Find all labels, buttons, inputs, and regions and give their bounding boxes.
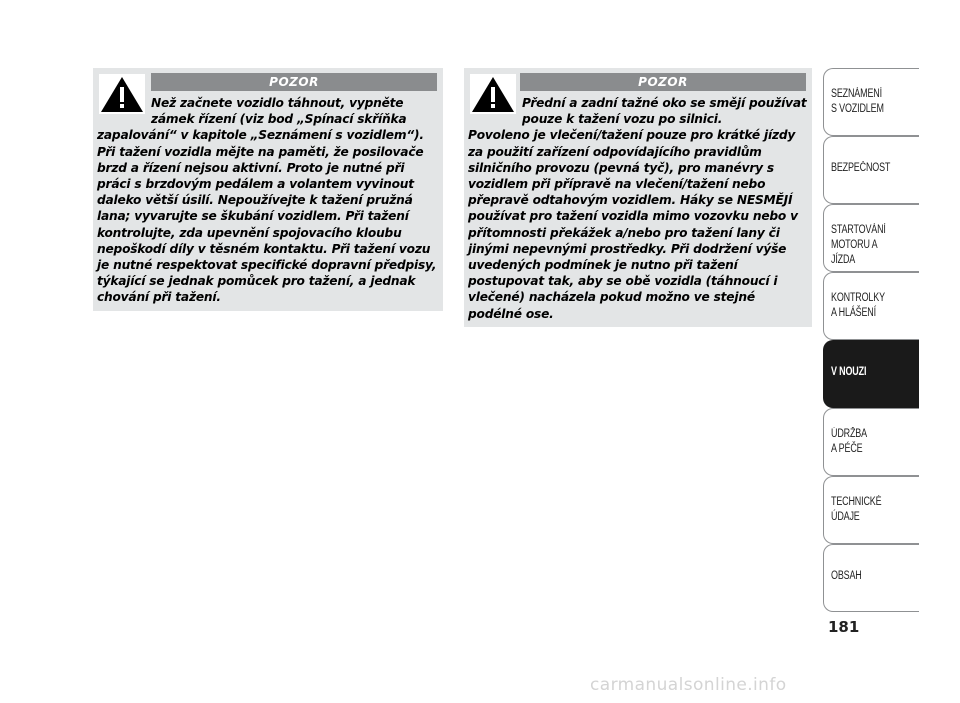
tab-label: SEZNÁMENÍ S VOZIDLEM xyxy=(831,88,884,115)
warning-box-tow-eye xyxy=(464,68,812,327)
tab-obsah[interactable] xyxy=(823,544,919,612)
warning-box-towing-steering xyxy=(93,68,443,311)
chapter-tabs xyxy=(823,68,919,614)
tab-udrzba[interactable] xyxy=(823,408,919,476)
warning-header: POZOR xyxy=(151,73,437,91)
tab-label: V NOUZI xyxy=(831,366,867,378)
tab-bezpecnost[interactable] xyxy=(823,136,919,204)
tab-technicke-udaje[interactable] xyxy=(823,476,919,544)
warning-body-text: zapalování“ v kapitole „Seznámení s vozidlem“). Při tažení vozidla mějte na paměti, že posilovače brzd a řízení nejsou aktivní. Proto je nutné při práci s brzdovým pedálem a volantem vyvinout daleko větší úsilí. Nepoužívejte k tažení pružná lana; vyvarujte se škubání vozidlem. Při tažení kontrolujte, zda upevnění spojovacího kloubu nepoškodí díly v těsném kontaktu. Při tažení vozu je nutné respektovat specifické dopravní předpisy, týkající se jednak pomůcek pro tažení, a jednak chování při tažení. xyxy=(97,128,437,305)
tab-startovani[interactable] xyxy=(823,204,919,272)
tab-seznameni[interactable] xyxy=(823,68,919,136)
warning-text xyxy=(97,95,441,306)
watermark: carmanualsonline.info xyxy=(590,675,787,695)
tab-label: OBSAH xyxy=(831,570,862,582)
tab-label: BEZPEČNOST xyxy=(831,162,891,174)
tab-label: STARTOVÁNÍ MOTORU A JÍZDA xyxy=(831,224,886,266)
tab-kontrolky[interactable] xyxy=(823,272,919,340)
tab-v-nouzi[interactable] xyxy=(823,340,919,408)
warning-lead-text: Než začnete vozidlo táhnout, vypněte zámek řízení (viz bod „Spínací skříňka xyxy=(151,96,407,127)
tab-label: ÚDRŽBA A PÉČE xyxy=(831,428,867,455)
warning-body-text: Povoleno je vlečení/tažení pouze pro krátké jízdy za použití zařízení odpovídajícího pravidlům silničního provozu (pevná tyč), pro manévry s vozidlem při přípravě na vlečení/tažení nebo přepravě odtahovým vozidlem. Háky se NESMĚJÍ používat pro tažení vozidla mimo vozovku nebo v přítomnosti překážek a/nebo pro tažení lany či jinými nepevnými prostředky. Při dodržení výše uvedených podmínek je nutno při tažení postupovat tak, aby se obě vozidla (táhnoucí i vlečené) nacházela pokud možno ve stejné podélné ose. xyxy=(468,128,798,321)
page-number: 181 xyxy=(828,618,860,636)
warning-text xyxy=(468,95,810,322)
warning-lead-text: Přední a zadní tažné oko se smějí používat pouze k tažení vozu po silnici. xyxy=(522,96,807,127)
tab-label: KONTROLKY A HLÁŠENÍ xyxy=(831,292,885,319)
tab-label: TECHNICKÉ ÚDAJE xyxy=(831,496,882,523)
warning-header: POZOR xyxy=(520,73,806,91)
